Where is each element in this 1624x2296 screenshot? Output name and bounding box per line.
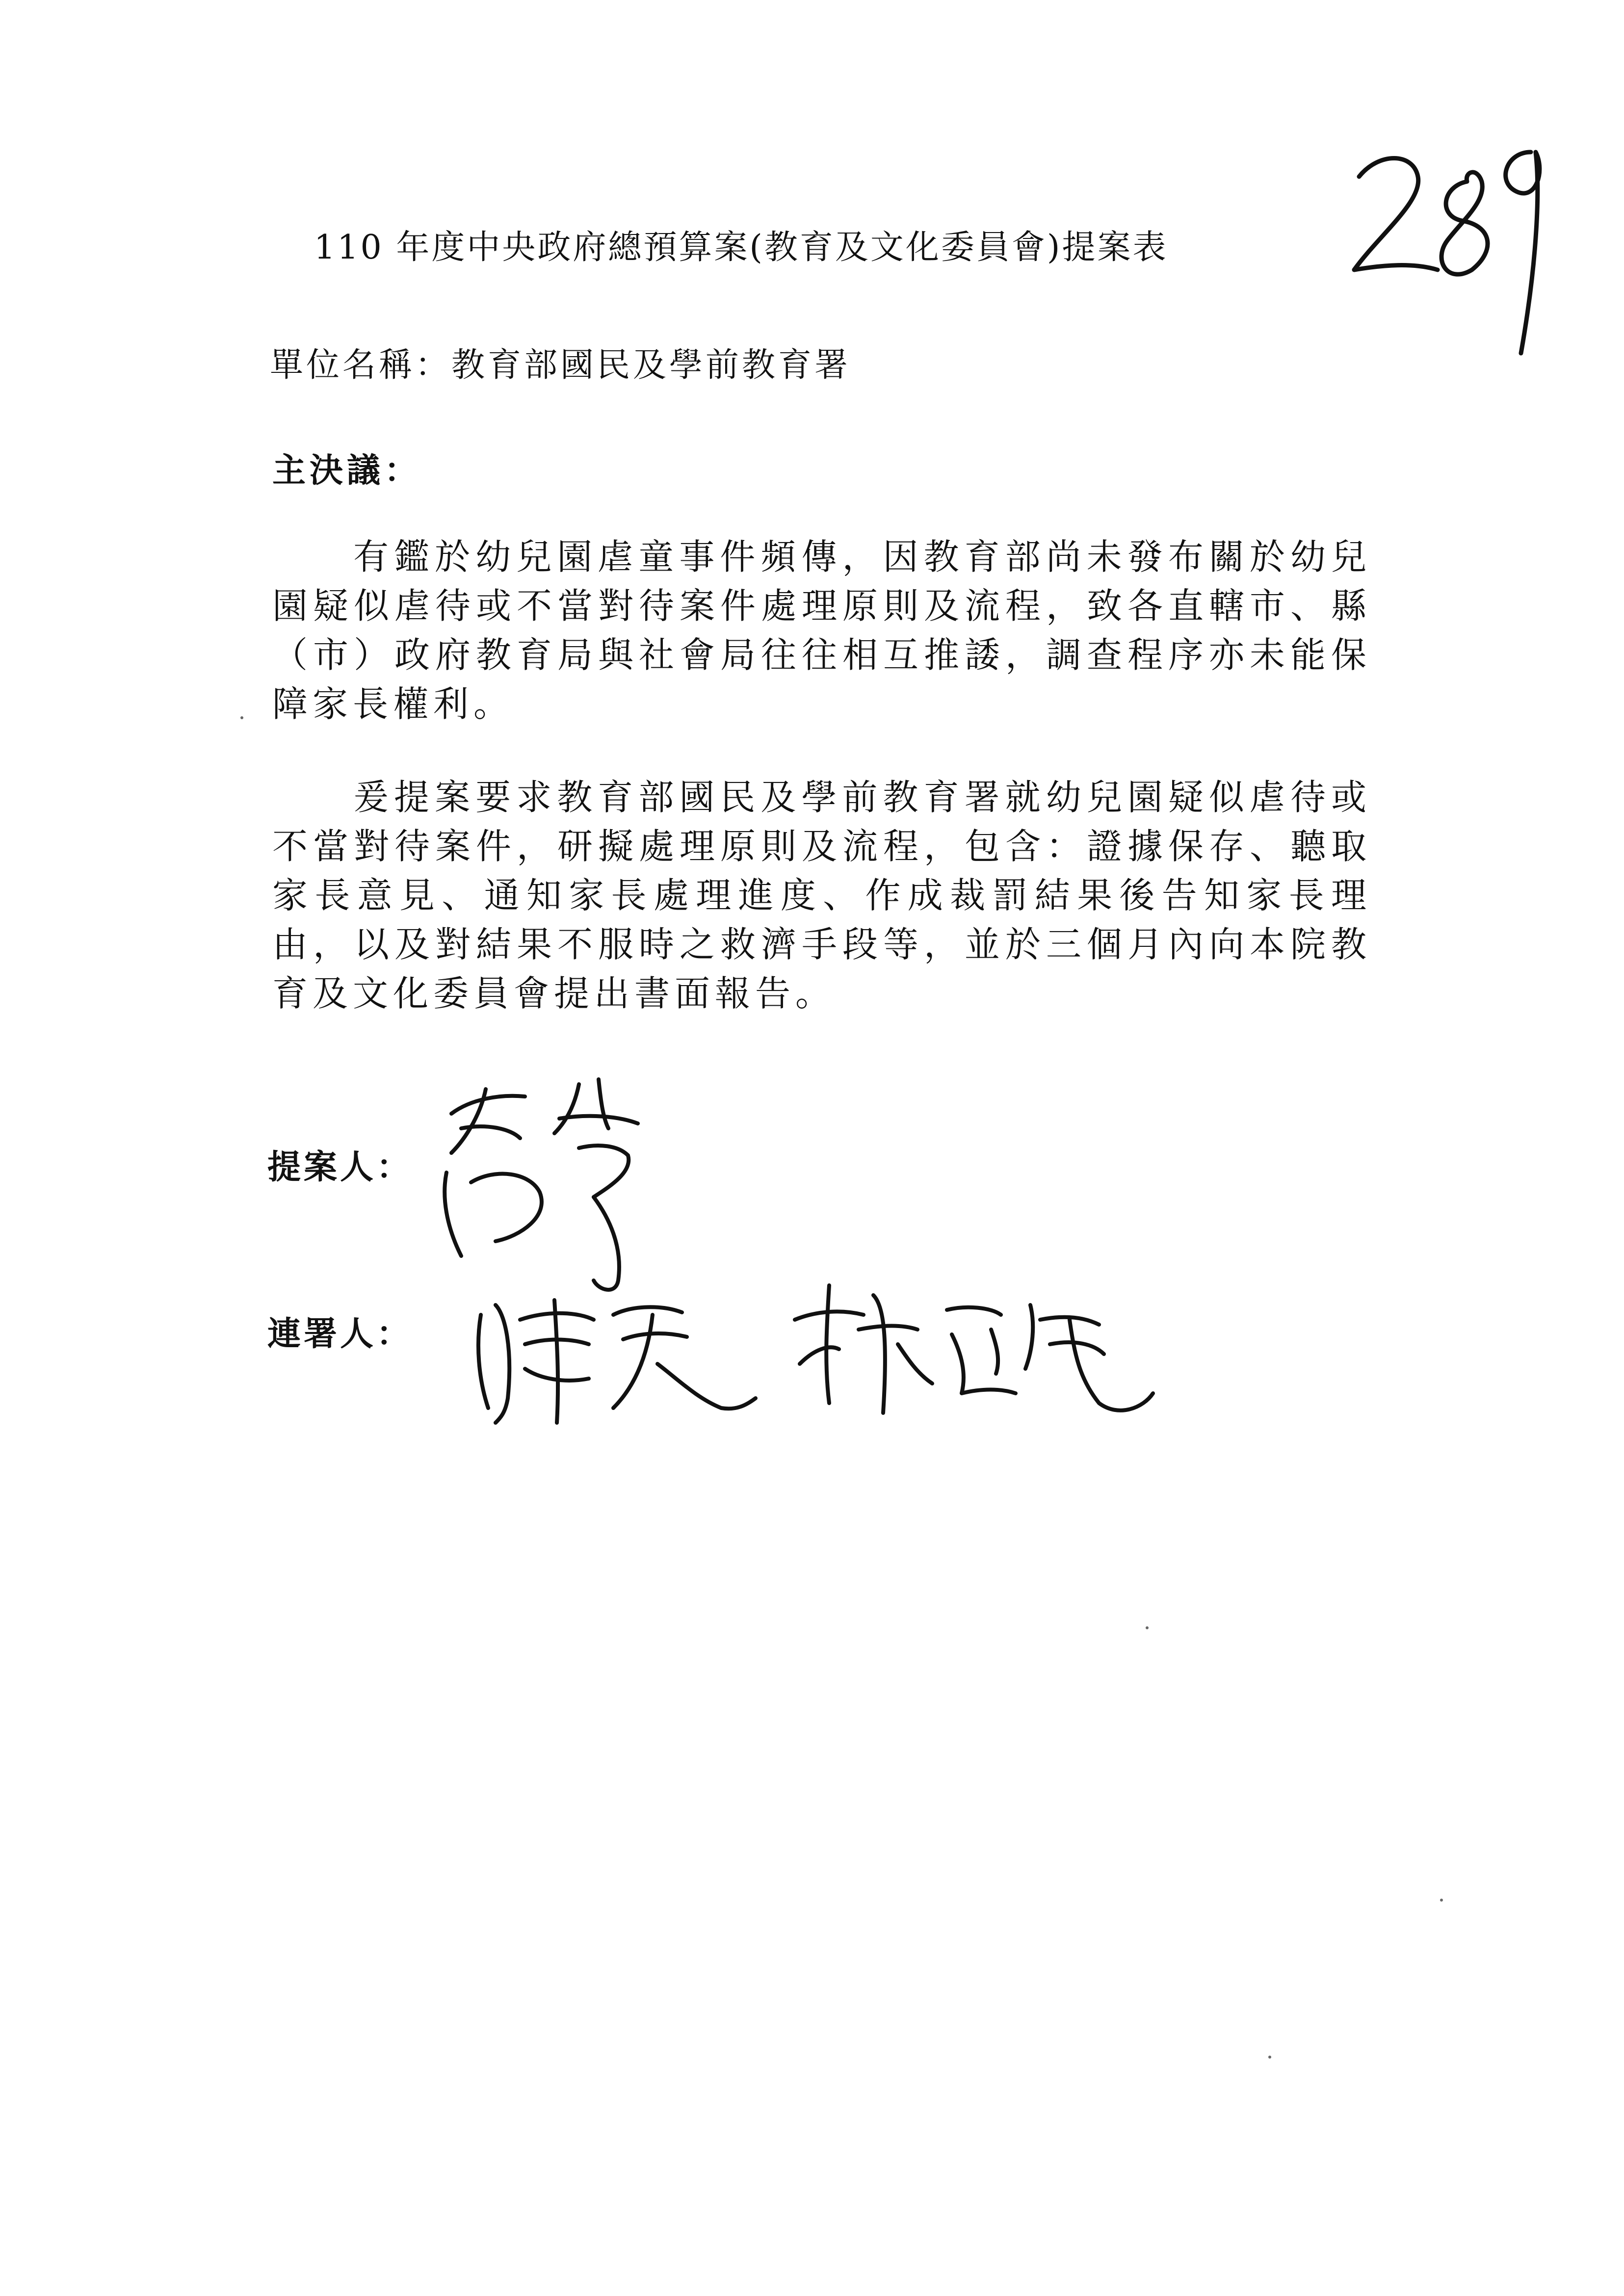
cosigner-signature-1 bbox=[466, 1285, 760, 1428]
resolution-heading: 主決議： bbox=[272, 451, 422, 490]
scan-speck bbox=[1268, 2056, 1271, 2059]
unit-name: 單位名稱：教育部國民及學前教育署 bbox=[270, 346, 851, 385]
cosigner-signature-2 bbox=[785, 1276, 1158, 1423]
resolution-paragraph-1: 有鑑於幼兒園虐童事件頻傳，因教育部尚未發布關於幼兒園疑似虐待或不當對待案件處理原則及流程，致各直轄市、縣（市）政府教育局與社會局往往相互推諉，調查程序亦未能保障家長權利。 bbox=[272, 536, 1371, 725]
resolution-paragraph-2: 爰提案要求教育部國民及學前教育署就幼兒園疑似虐待或不當對待案件，研擬處理原則及流程，包含：證據保存、聽取家長意見、通知家長處理進度、作成裁罰結果後告知家長理由，以及對結果不服時之救濟手段等，並於三個月內向本院教育及文化委員會提出書面報告。 bbox=[272, 777, 1371, 1014]
cosigner-label: 連署人： bbox=[267, 1315, 413, 1354]
scan-speck bbox=[1440, 1899, 1443, 1902]
handwritten-page-number bbox=[1349, 123, 1555, 358]
scan-speck bbox=[1146, 1626, 1149, 1629]
proposer-signature bbox=[432, 1070, 687, 1300]
proposer-label: 提案人： bbox=[267, 1148, 413, 1187]
scan-speck bbox=[240, 716, 243, 719]
document-title: 110 年度中央政府總預算案(教育及文化委員會)提案表 bbox=[314, 228, 1168, 267]
